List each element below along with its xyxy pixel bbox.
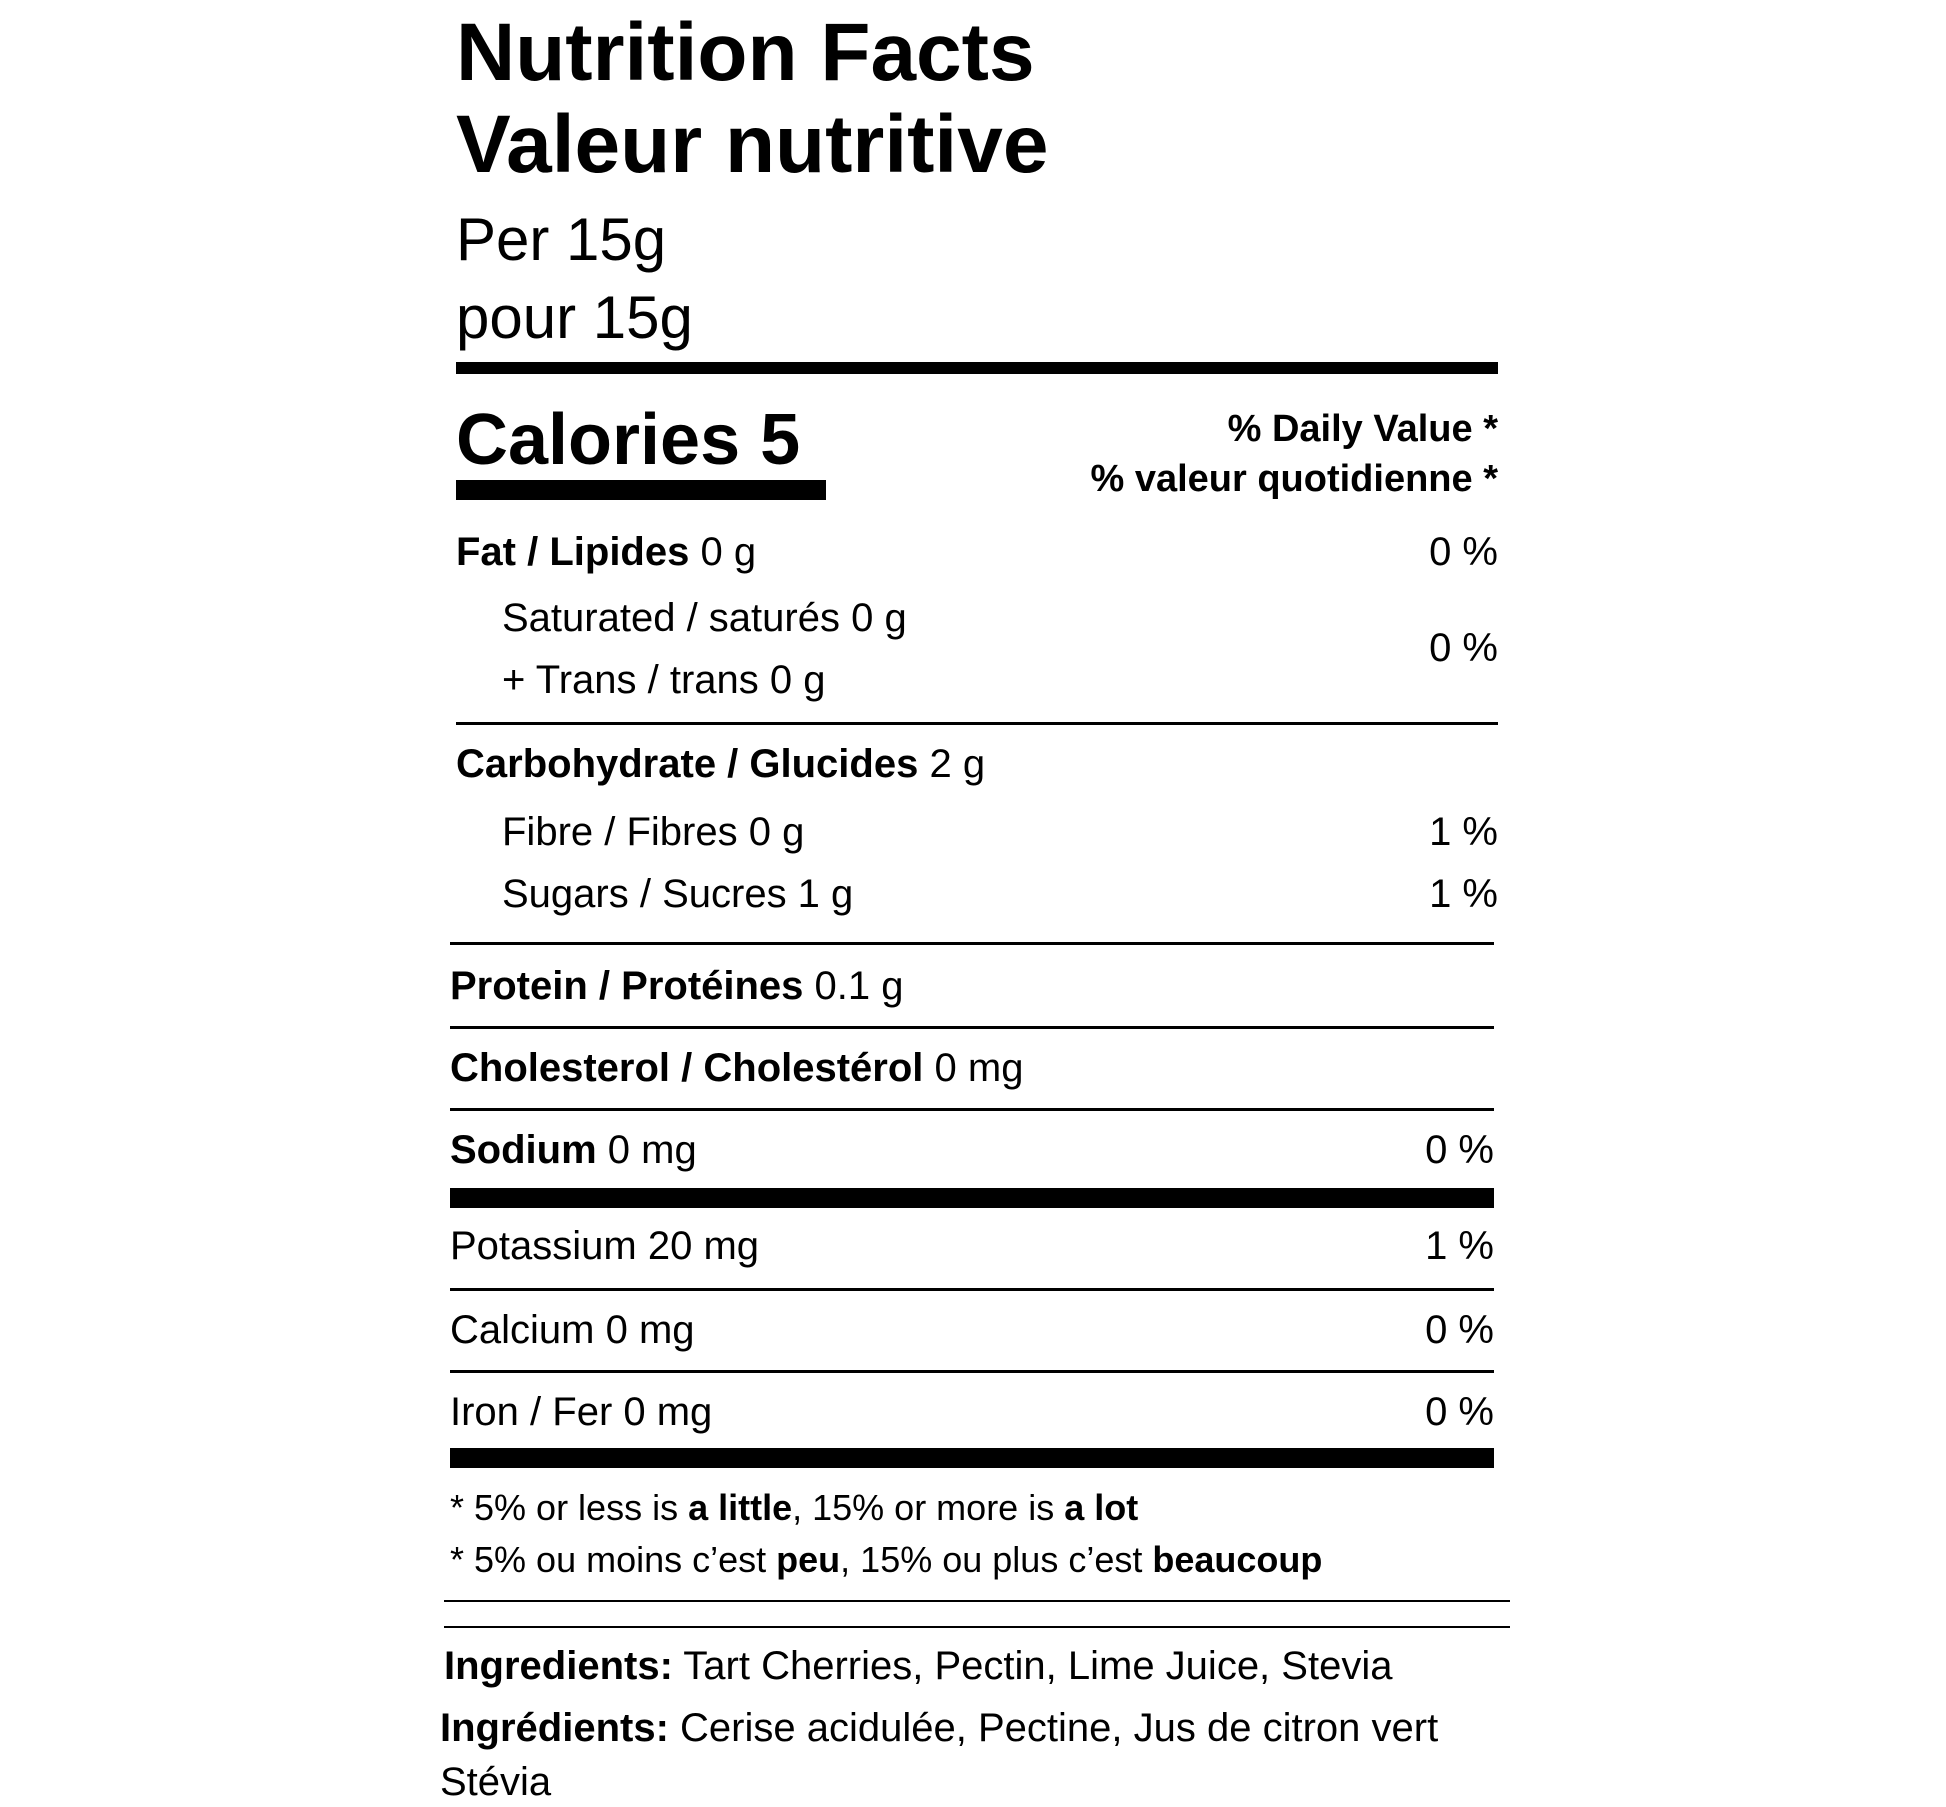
divider-after-calcium [450, 1370, 1494, 1373]
sodium-amount: 0 mg [607, 1128, 697, 1172]
trans-fat-row: + Trans / trans 0 g [502, 658, 826, 702]
cholesterol-row [450, 1048, 1023, 1088]
cholesterol-label: Cholesterol / Cholestérol [450, 1046, 924, 1090]
footnote-english-part1: * 5% or less is [450, 1487, 689, 1528]
footnote-french-beaucoup: beaucoup [1152, 1539, 1323, 1580]
footnote-french-part1: * 5% ou moins c’est [450, 1539, 777, 1580]
divider-before-ingredients-1 [444, 1600, 1510, 1602]
ingredients-french-continued: Stévia [440, 1760, 552, 1804]
sugars-row: Sugars / Sucres 1 g [502, 872, 854, 916]
sugars-daily-value: 1 % [1429, 872, 1498, 916]
divider-after-protein [450, 1026, 1494, 1029]
calcium-daily-value: 0 % [1425, 1308, 1494, 1352]
carbohydrate-row [456, 744, 985, 784]
footnote-english-part3: , 15% or more is [792, 1487, 1065, 1528]
sodium-daily-value: 0 % [1425, 1128, 1494, 1172]
carbohydrate-amount: 2 g [929, 742, 986, 786]
potassium-daily-value: 1 % [1425, 1224, 1494, 1268]
divider-after-carbohydrate [450, 942, 1494, 945]
divider-thick-after-iron [450, 1448, 1494, 1468]
daily-value-heading-french: % valeur quotidienne * [1090, 458, 1498, 500]
protein-amount: 0.1 g [814, 964, 904, 1008]
daily-value-heading-english: % Daily Value * [1227, 408, 1498, 450]
divider-after-fat [456, 722, 1498, 725]
title-english: Nutrition Facts [456, 7, 1035, 98]
divider-after-cholesterol [450, 1108, 1494, 1111]
footnote-english-a-lot: a lot [1064, 1487, 1139, 1528]
fibre-daily-value: 1 % [1429, 810, 1498, 854]
protein-label: Protein / Protéines [450, 964, 804, 1008]
potassium-row: Potassium 20 mg [450, 1224, 760, 1268]
iron-row: Iron / Fer 0 mg [450, 1390, 713, 1434]
protein-row [450, 966, 904, 1006]
iron-daily-value: 0 % [1425, 1390, 1494, 1434]
fat-daily-value: 0 % [1429, 530, 1498, 574]
sodium-label: Sodium [450, 1128, 597, 1172]
title-french: Valeur nutritive [456, 99, 1049, 190]
fibre-row: Fibre / Fibres 0 g [502, 810, 805, 854]
divider-before-ingredients-2 [444, 1626, 1510, 1628]
calories-label: Calories 5 [456, 400, 801, 480]
saturated-trans-daily-value: 0 % [1429, 626, 1498, 670]
ingredients-french-text: Cerise acidulée, Pectine, Jus de citron vert [680, 1706, 1439, 1750]
carbohydrate-label: Carbohydrate / Glucides [456, 742, 919, 786]
footnote-french-peu: peu [776, 1539, 841, 1580]
ingredients-french-label: Ingrédients: [440, 1706, 669, 1750]
ingredients-english-label: Ingredients: [444, 1644, 673, 1688]
divider-after-potassium [450, 1288, 1494, 1291]
fat-label: Fat / Lipides [456, 530, 690, 574]
ingredients-english [444, 1646, 1392, 1686]
ingredients-french [440, 1708, 1438, 1748]
footnote-english [450, 1487, 1139, 1528]
fat-row [456, 532, 756, 572]
header-divider [456, 362, 1498, 374]
sodium-row [450, 1130, 697, 1170]
calories-underline [456, 480, 826, 500]
footnote-english-a-little: a little [688, 1487, 793, 1528]
divider-thick-after-sodium [450, 1188, 1494, 1208]
footnote-french-part3: , 15% ou plus c’est [840, 1539, 1153, 1580]
calcium-row: Calcium 0 mg [450, 1308, 695, 1352]
saturated-fat-row: Saturated / saturés 0 g [502, 596, 907, 640]
fat-amount: 0 g [700, 530, 757, 574]
ingredients-english-text: Tart Cherries, Pectin, Lime Juice, Stevia [683, 1644, 1393, 1688]
serving-size-english: Per 15g [456, 206, 667, 273]
serving-size-french: pour 15g [456, 284, 693, 351]
footnote-french [450, 1539, 1323, 1580]
cholesterol-amount: 0 mg [934, 1046, 1024, 1090]
